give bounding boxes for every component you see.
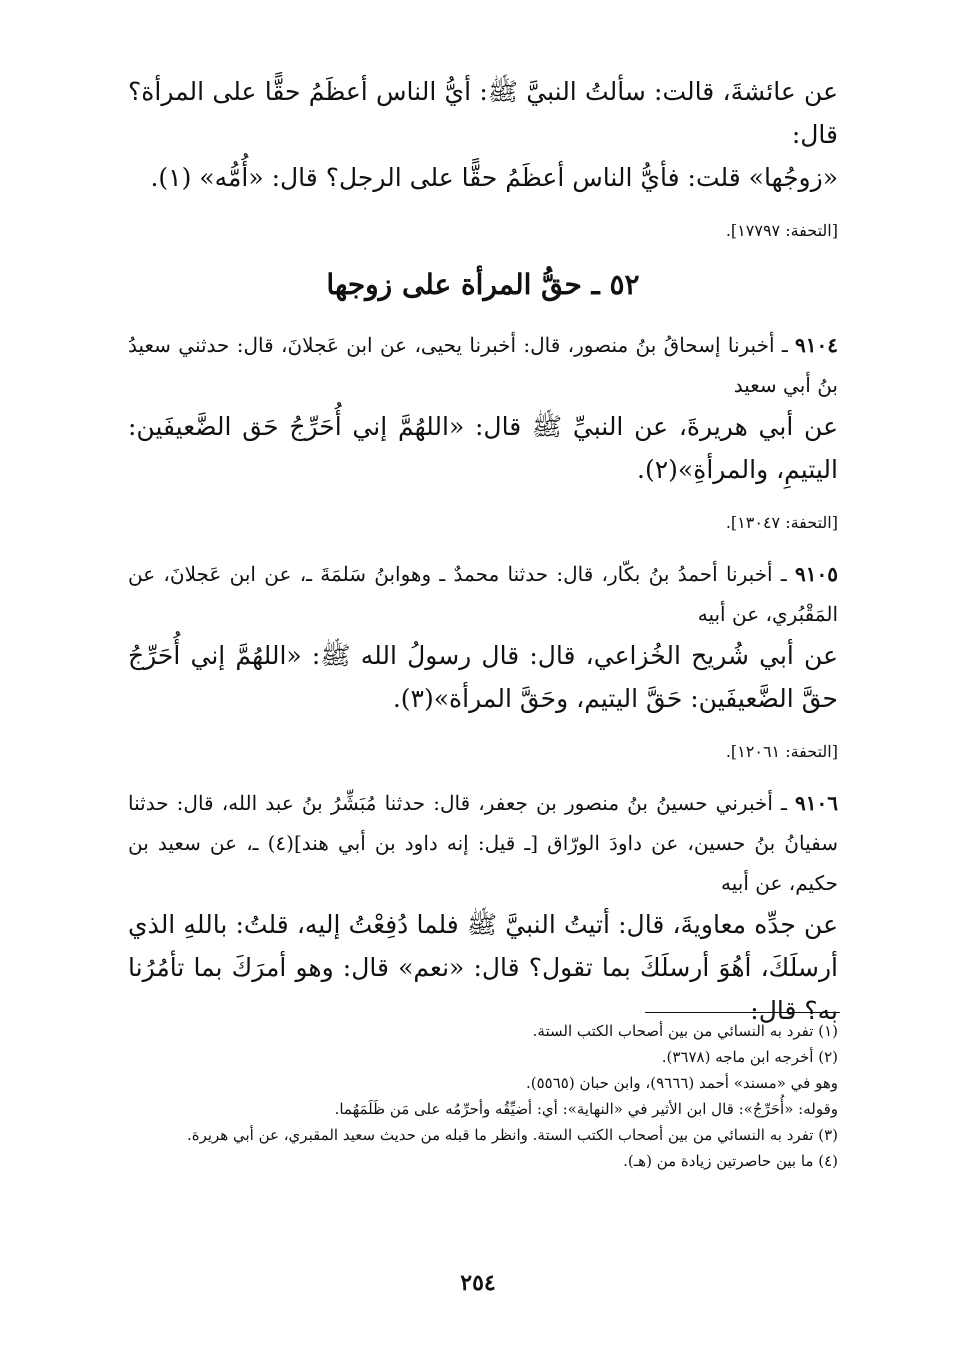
hadith-9105-isnad [128, 554, 838, 634]
footnote-2-gloss: وقوله: «أُحَرِّجُ»: قال ابن الأثير في «النهاية»: أي: أضيِّقُه وأحرِّمُه على مَن ظَلَمَهُما. [334, 1100, 838, 1118]
page-number: ٢٥٤ [460, 1270, 496, 1296]
hadith-9105-matn: عن أبي شُريح الخُزاعي، قال: قال رسولُ الله ﷺ: «اللهُمَّ إني أُحَرِّجُ حقَّ الضَّعيفَين: حَقَّ اليتيم، وحَقَّ المرأة»(٣). [128, 641, 838, 713]
isnad-text: ـ أخبرنا أحمدُ بنُ بكّار، قال: حدثنا محمدٌ ـ وهوابنُ سَلمَةَ ـ، عن ابن عَجلانَ، عن المَقْبُري، عن أبيه [128, 562, 838, 626]
footnote-4: (٤) ما بين حاصرتين زيادة من (هـ). [623, 1152, 838, 1170]
hadith-number-9106: ٩١٠٦ [795, 791, 839, 815]
footnote-separator [645, 1012, 840, 1013]
main-text [128, 70, 838, 1032]
footnotes [128, 1018, 838, 1174]
hadith-9106-matn: عن جدِّه معاويةَ، قال: أتيتُ النبيَّ ﷺ فلما دُفِعْتُ إليه، قلتُ: باللهِ الذي أرسلَكَ، أهُوَ أرسلَكَ بما تقول؟ قال: «نعم» قال: وهو أمرَكَ بما تأمُرُنا به؟ قال: [128, 910, 838, 1025]
footnote-2: (٢) أخرجه ابن ماجه (٣٦٧٨). [661, 1048, 838, 1066]
isnad-text: ـ أخبرنا إسحاقُ بنُ منصور، قال: أخبرنا يحيى، عن ابن عَجلانَ، قال: حدثني سعيدُ بنُ أبي سعيد [128, 333, 838, 397]
tuhfa-reference-2: [التحفة: ١٣٠٤٧]. [725, 513, 838, 532]
hadith-9106-isnad [128, 783, 838, 903]
aisha-line-2: «زوجُها» قلت: فأيُّ الناس أعظَمُ حقًّا على الرجل؟ قال: «أُمُّه» (١). [150, 163, 838, 192]
hadith-number-9105: ٩١٠٥ [795, 562, 838, 586]
hadith-9104-isnad [128, 325, 838, 405]
chapter-heading: ٥٢ ـ حقُّ المرأة على زوجها [326, 268, 640, 301]
isnad-text: ـ أخبرني حسينُ بنُ منصور بن جعفر، قال: حدثنا مُبَشِّرُ بنُ عبد الله، قال: حدثنا سفيانُ بنُ حسين، عن داودَ الورّاق [ـ قيل: إنه داود بن أبي هند](٤) ـ، عن سعيد بن حكيم، عن أبيه [128, 791, 838, 895]
footnote-2-continued: وهو في «مسند» أحمد (٩٦٦٦)، وابن حبان (٥٥٦٥). [526, 1074, 838, 1092]
tuhfa-reference-1: [التحفة: ١٧٧٩٧]. [725, 221, 838, 240]
aisha-line-1: عن عائشةَ، قالت: سألتُ النبيَّ ﷺ: أيُّ الناس أعظَمُ حقًّا على المرأة؟ قال: [128, 77, 838, 149]
tuhfa-reference-3: [التحفة: ١٢٠٦١]. [725, 742, 838, 761]
footnote-3: (٣) تفرد به النسائي من بين أصحاب الكتب الستة. وانظر ما قبله من حديث سعيد المقبري، عن أبي هريرة. [186, 1126, 838, 1144]
paragraph-aisha [128, 70, 838, 199]
footnote-1: (١) تفرد به النسائي من بين أصحاب الكتب الستة. [532, 1022, 838, 1040]
hadith-number-9104: ٩١٠٤ [795, 333, 839, 357]
hadith-9104-matn: عن أبي هريرةَ، عن النبيِّ ﷺ قال: «اللهُمَّ إني أُحَرِّجُ حَق الضَّعيفَين: اليتيمِ، والمرأةِ»(٢). [128, 412, 838, 484]
